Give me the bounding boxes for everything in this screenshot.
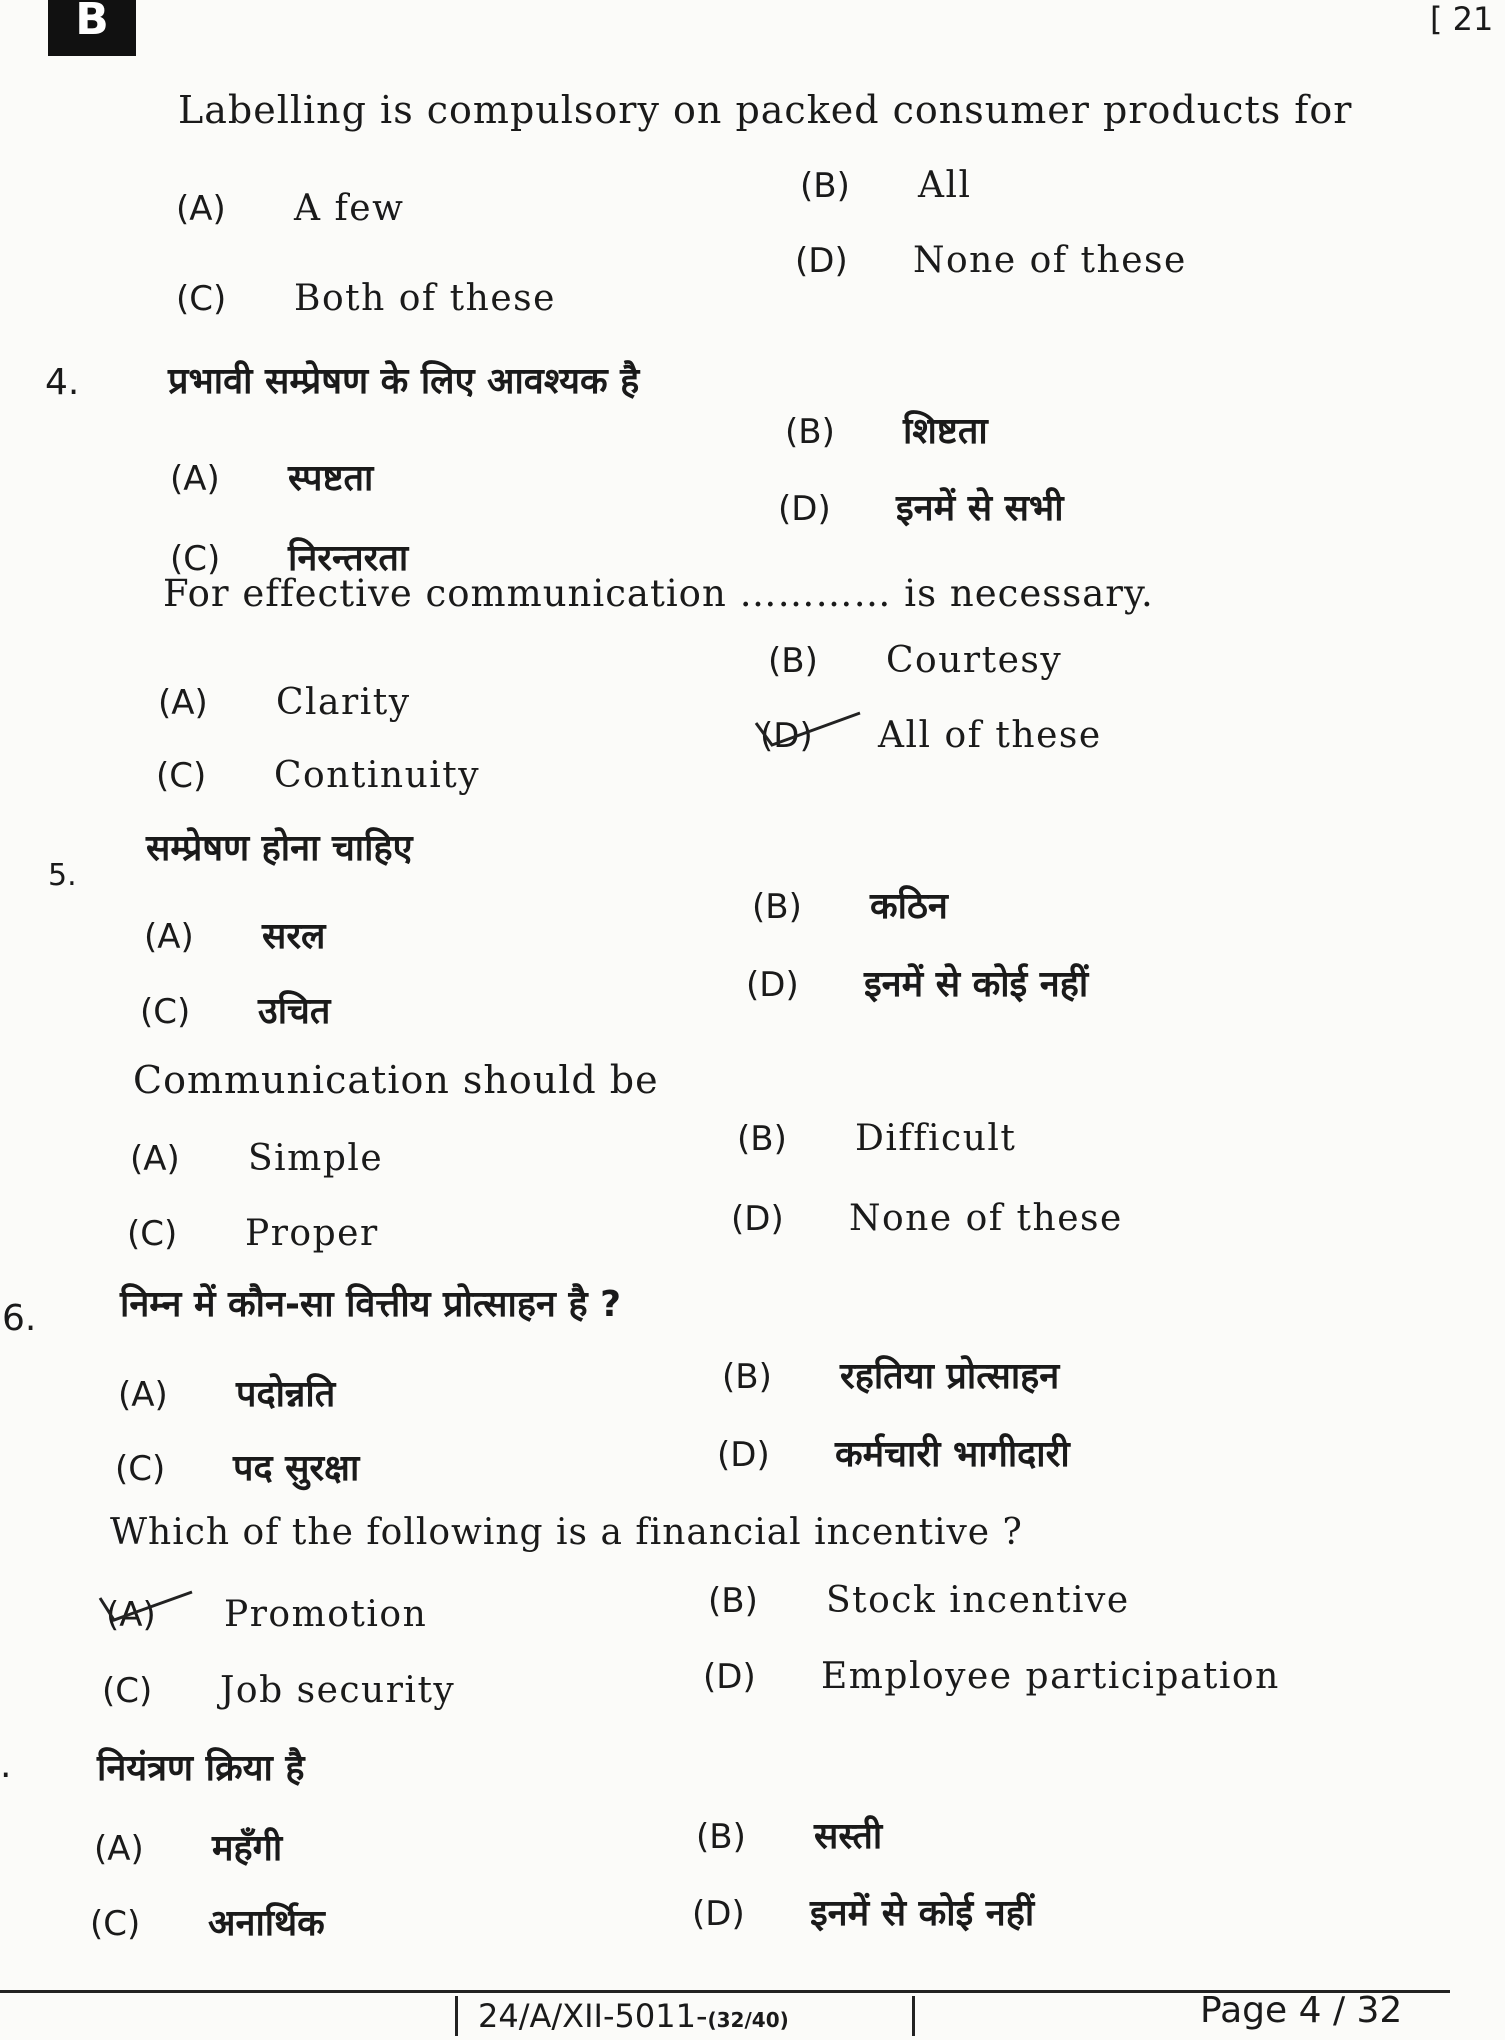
option-text: कठिन	[870, 886, 948, 927]
option-text: शिष्टता	[903, 411, 988, 452]
option-label: (C)	[176, 279, 227, 319]
q4-en-option-c[interactable]	[156, 755, 480, 796]
q7-hi-option-c[interactable]	[90, 1897, 325, 1946]
option-text: अनार्थिक	[208, 1903, 325, 1944]
q5-en-option-b[interactable]	[737, 1118, 1016, 1159]
option-text: उचित	[258, 991, 331, 1032]
q5-hi-option-a[interactable]	[144, 910, 325, 959]
q4-hi-option-b[interactable]	[785, 405, 988, 454]
q7-hi-question: नियंत्रण क्रिया है	[97, 1748, 305, 1789]
q4-en-option-a[interactable]	[158, 682, 411, 723]
option-label: (A)	[170, 459, 220, 499]
option-text: Difficult	[855, 1118, 1017, 1159]
option-label: (D)	[717, 1435, 770, 1475]
q6-hi-option-c[interactable]	[115, 1442, 359, 1491]
option-text: Simple	[248, 1138, 384, 1179]
option-text: स्पष्टता	[288, 458, 374, 499]
option-text: इनमें से कोई नहीं	[810, 1893, 1035, 1934]
option-label: (C)	[170, 539, 221, 579]
q5-en-question: Communication should be	[133, 1058, 659, 1102]
option-text: Continuity	[274, 755, 481, 796]
option-text: सस्ती	[814, 1816, 883, 1857]
option-label: (C)	[127, 1214, 178, 1254]
q6-en-option-d[interactable]	[703, 1656, 1280, 1697]
option-text: सरल	[262, 916, 326, 957]
q4-hi-question: प्रभावी सम्प्रेषण के लिए आवश्यक है	[168, 361, 640, 402]
option-text: Stock incentive	[826, 1580, 1130, 1621]
option-text: पद सुरक्षा	[233, 1448, 360, 1489]
option-text: निरन्तरता	[288, 538, 409, 579]
option-label: (A)	[158, 683, 208, 723]
option-text: All of these	[878, 715, 1102, 756]
option-text: A few	[294, 188, 405, 229]
option-text: None of these	[849, 1198, 1123, 1239]
handwritten-tick-mark	[96, 1584, 206, 1644]
q4-en-option-d[interactable]	[760, 715, 1102, 756]
q6-en-option-a[interactable]	[106, 1594, 427, 1635]
q7-number: .	[0, 1745, 12, 1786]
option-label: (A)	[106, 1595, 156, 1635]
option-text: कर्मचारी भागीदारी	[835, 1434, 1070, 1475]
q3-en-option-c[interactable]	[176, 278, 556, 319]
option-label: (B)	[696, 1817, 746, 1857]
option-label: (D)	[703, 1657, 756, 1697]
option-text: इनमें से कोई नहीं	[864, 964, 1089, 1005]
option-label: (D)	[778, 489, 831, 529]
option-label: (A)	[94, 1829, 144, 1869]
q5-number: 5.	[48, 858, 77, 893]
section-badge: B	[48, 0, 136, 56]
q4-hi-option-a[interactable]	[170, 452, 373, 501]
option-label: (A)	[144, 917, 194, 957]
q4-hi-option-d[interactable]	[778, 482, 1064, 531]
option-label: (B)	[708, 1581, 758, 1621]
option-label: (C)	[90, 1904, 141, 1944]
option-text: Both of these	[294, 278, 556, 319]
option-text: Job security	[220, 1670, 456, 1711]
option-label: (A)	[118, 1375, 168, 1415]
option-label: (D)	[746, 965, 799, 1005]
q7-hi-option-d[interactable]	[692, 1887, 1034, 1936]
paper-code	[455, 1996, 915, 2036]
option-text: पदोन्नति	[236, 1374, 336, 1415]
paper-code-suffix: (32/40)	[707, 2008, 789, 2032]
page-corner-number: [ 21	[1430, 0, 1494, 38]
option-label: (B)	[785, 412, 835, 452]
option-label: (C)	[156, 756, 207, 796]
option-label: (D)	[692, 1894, 745, 1934]
option-text: Proper	[245, 1213, 379, 1254]
q3-en-question: Labelling is compulsory on packed consumer products for	[178, 88, 1353, 132]
q6-number: 6.	[2, 1298, 37, 1339]
q3-en-option-b[interactable]	[800, 165, 972, 206]
option-label: (B)	[768, 641, 818, 681]
q6-en-question: Which of the following is a financial incentive ?	[110, 1512, 1023, 1553]
page-number: Page 4 / 32	[1200, 1990, 1403, 2031]
option-label: (B)	[800, 166, 850, 206]
q5-en-option-a[interactable]	[130, 1138, 383, 1179]
q7-hi-option-b[interactable]	[696, 1810, 882, 1859]
handwritten-tick-mark	[750, 705, 870, 765]
q5-en-option-c[interactable]	[127, 1213, 379, 1254]
q4-en-question: For effective communication ………… is necessary.	[163, 572, 1154, 615]
q7-hi-option-a[interactable]	[94, 1822, 282, 1871]
q3-en-option-d[interactable]	[795, 240, 1187, 281]
option-label: (D)	[760, 716, 813, 756]
q5-hi-option-b[interactable]	[752, 880, 948, 929]
q5-hi-option-d[interactable]	[746, 958, 1088, 1007]
option-label: (B)	[722, 1357, 772, 1397]
option-label: (C)	[140, 992, 191, 1032]
q5-hi-option-c[interactable]	[140, 985, 330, 1034]
option-text: Promotion	[224, 1594, 428, 1635]
q6-en-option-b[interactable]	[708, 1580, 1130, 1621]
option-label: (C)	[115, 1449, 166, 1489]
option-label: (D)	[731, 1199, 784, 1239]
q6-hi-option-d[interactable]	[717, 1428, 1070, 1477]
q6-hi-question: निम्न में कौन-सा वित्तीय प्रोत्साहन है ?	[120, 1284, 621, 1325]
option-label: (B)	[737, 1119, 787, 1159]
option-label: (A)	[130, 1139, 180, 1179]
option-label: (B)	[752, 887, 802, 927]
option-text: All	[918, 165, 972, 206]
q6-hi-option-b[interactable]	[722, 1350, 1059, 1399]
q3-en-option-a[interactable]	[176, 188, 404, 229]
q4-en-option-b[interactable]	[768, 640, 1062, 681]
option-text: Clarity	[276, 682, 411, 723]
option-label: (C)	[102, 1671, 153, 1711]
option-label: (D)	[795, 241, 848, 281]
paper-code-main: 24/A/XII-5011-	[478, 1997, 708, 2035]
option-text: Courtesy	[886, 640, 1063, 681]
q6-en-option-c[interactable]	[102, 1670, 455, 1711]
q6-hi-option-a[interactable]	[118, 1368, 335, 1417]
option-text: महँगी	[212, 1828, 283, 1869]
option-text: रहतिया प्रोत्साहन	[840, 1356, 1060, 1397]
option-label: (A)	[176, 189, 226, 229]
option-text: None of these	[913, 240, 1187, 281]
q5-en-option-d[interactable]	[731, 1198, 1123, 1239]
q5-hi-question: सम्प्रेषण होना चाहिए	[146, 828, 413, 869]
option-text: Employee participation	[821, 1656, 1280, 1697]
q4-number: 4.	[45, 362, 80, 403]
option-text: इनमें से सभी	[896, 488, 1064, 529]
